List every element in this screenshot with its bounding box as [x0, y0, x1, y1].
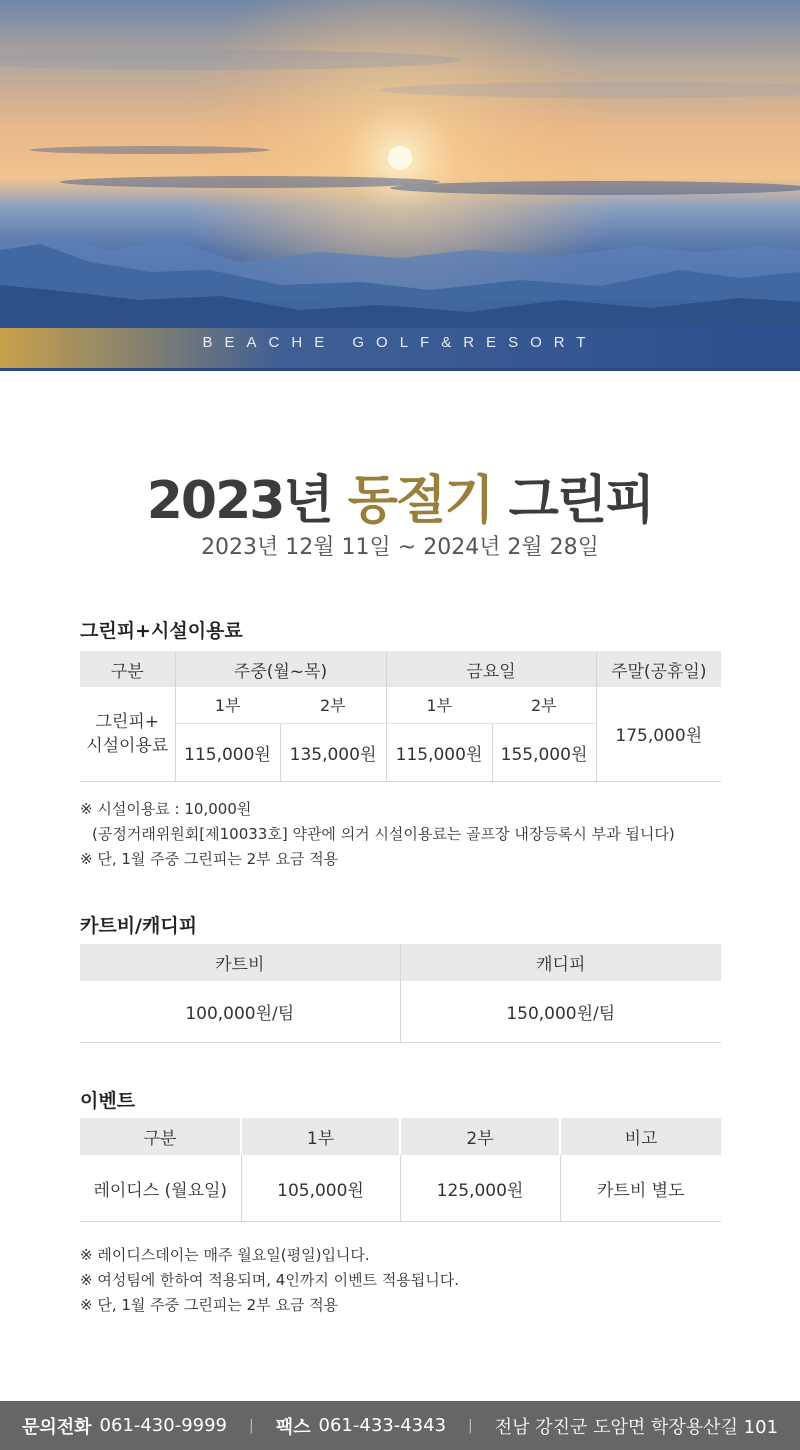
greenfee-table [80, 651, 721, 782]
phone-number[interactable]: 061-430-9999 [99, 1415, 228, 1436]
fax-label: 팩스 [275, 1416, 311, 1438]
row-label-line: 시설이용료 [86, 735, 169, 756]
page-subtitle: 2023년 12월 11일 ~ 2024년 2월 28일 [201, 535, 599, 560]
cart-fee: 100,000원/팀 [80, 981, 400, 1043]
header-cell: 카트비 [80, 944, 400, 981]
table-row [80, 981, 721, 1043]
hero-banner [0, 0, 800, 370]
note-line: (공정거래위원회[제10033호] 약관에 의거 시설이용료는 골프장 내장등록시 부과 됩니다) [92, 825, 675, 843]
price-cell: 115,000원 [386, 723, 492, 781]
subheader-cell: 1부 [386, 687, 492, 723]
section-event-heading: 이벤트 [80, 1090, 136, 1112]
header-cell: 비고 [560, 1118, 721, 1155]
header-cell: 1부 [241, 1118, 400, 1155]
address: 전남 강진군 도암면 학장용산길 101 [494, 1416, 779, 1438]
header-cell: 주말(공휴일) [596, 651, 721, 687]
header-cell: 금요일 [386, 651, 596, 687]
table-header-row [80, 1118, 721, 1155]
note-line: ※ 단, 1월 주중 그린피는 2부 요금 적용 [80, 1296, 339, 1314]
header-cell: 2부 [400, 1118, 560, 1155]
footer-contact-bar [0, 1401, 800, 1450]
table-header-row [80, 944, 721, 981]
separator: | [249, 1417, 254, 1434]
event-name: 레이디스 (월요일) [80, 1155, 241, 1222]
header-cell: 캐디피 [400, 944, 721, 981]
page-title [0, 458, 800, 533]
cart-caddie-table [80, 944, 721, 1043]
title-year: 2023년 [146, 471, 332, 531]
separator: | [468, 1417, 473, 1434]
row-label-line: 그린피+ [95, 711, 159, 732]
note-line: ※ 여성팀에 한하여 적용되며, 4인까지 이벤트 적용됩니다. [80, 1271, 460, 1289]
header-cell: 구분 [80, 651, 175, 687]
brand-name: BEACHE GOLF&RESORT [202, 334, 598, 351]
event-remark: 카트비 별도 [560, 1155, 721, 1222]
subheader-cell: 2부 [492, 687, 596, 723]
note-line: ※ 시설이용료 : 10,000원 [80, 800, 252, 818]
event-table [80, 1118, 721, 1222]
hero-divider [0, 368, 800, 371]
subheader-cell: 1부 [175, 687, 280, 723]
title-rest: 그린피 [508, 471, 654, 531]
table-header-row [80, 651, 721, 687]
table-subheader-row [80, 687, 721, 723]
note-line: ※ 단, 1월 주중 그린피는 2부 요금 적용 [80, 850, 339, 868]
header-cell: 구분 [80, 1118, 241, 1155]
greenfee-notes [80, 797, 675, 872]
section-greenfee-heading: 그린피+시설이용료 [80, 620, 243, 642]
phone-label: 문의전화 [21, 1416, 92, 1438]
fax-number: 061-433-4343 [318, 1415, 447, 1436]
price-cell: 115,000원 [175, 723, 280, 781]
title-accent: 동절기 [347, 471, 493, 531]
note-line: ※ 레이디스데이는 매주 월요일(평일)입니다. [80, 1246, 370, 1264]
weekend-price: 175,000원 [596, 687, 721, 781]
header-cell: 주중(월~목) [175, 651, 386, 687]
caddie-fee: 150,000원/팀 [400, 981, 721, 1043]
subheader-cell: 2부 [280, 687, 386, 723]
row-label [80, 687, 175, 781]
section-cart-caddie-heading: 카트비/캐디피 [80, 915, 198, 937]
price-cell: 135,000원 [280, 723, 386, 781]
event-price-1: 105,000원 [241, 1155, 400, 1222]
event-notes [80, 1243, 459, 1318]
sunrise-mountain-image [0, 0, 800, 370]
price-cell: 155,000원 [492, 723, 596, 781]
event-price-2: 125,000원 [400, 1155, 560, 1222]
table-row [80, 1155, 721, 1222]
